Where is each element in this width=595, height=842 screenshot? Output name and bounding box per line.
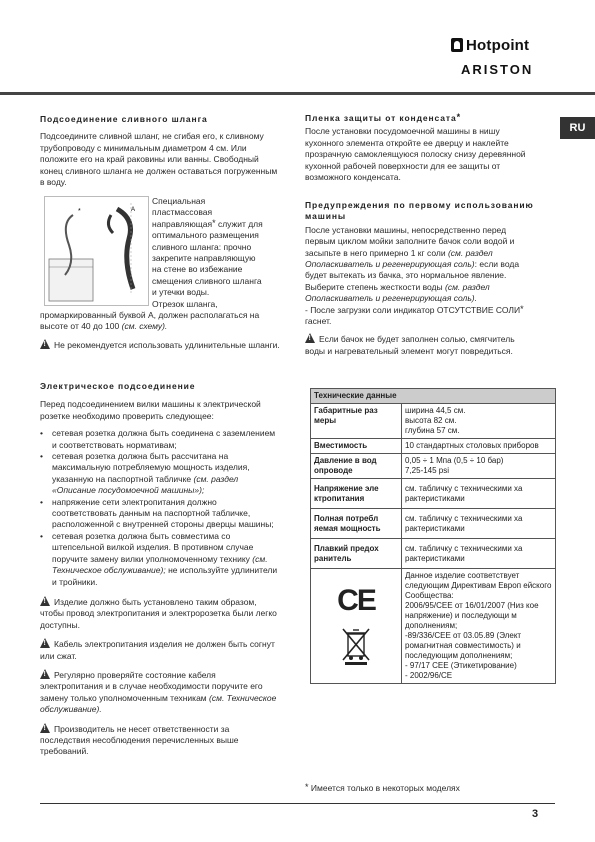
footnote — [305, 783, 545, 794]
warning-icon — [40, 339, 50, 349]
table-row — [311, 454, 556, 479]
footnote-star: * — [520, 303, 524, 314]
guide-line: пластмассовая — [152, 207, 213, 218]
guide-line: на стене во избежание — [152, 264, 243, 275]
spec-label: Вместимость — [311, 439, 402, 454]
salt-indicator-text: - После загрузки соли индикатор ОТСУТСТВИЕ СОЛИ* гаснет. — [305, 303, 524, 327]
guide-line: Специальная — [152, 196, 206, 206]
height-ref: (см. схему). — [121, 321, 168, 332]
electric-checklist — [40, 428, 280, 588]
electric-warning: Изделие должно быть установлено таким образом, чтобы провод электропитания и электророзетка были легко доступны. — [40, 596, 277, 630]
maintenance-ref: (см. Техническое обслуживание). — [40, 692, 277, 715]
footnote-text: Имеется только в некоторых моделях — [310, 783, 460, 793]
drain-height-note — [40, 310, 280, 351]
spec-label: Плавкий предох ранитель — [311, 539, 402, 569]
guide-line: закрепите направляющую — [152, 253, 256, 264]
brand-logo — [451, 37, 529, 54]
film-section — [305, 113, 535, 183]
footnote-star: * — [305, 782, 309, 792]
table-row — [311, 569, 556, 684]
warning-icon — [40, 638, 50, 648]
first-use-text: После установки машины, непосредственно перед первым циклом мойки заполните бачок соли водой и засыпьте в него примерно 1 кг соли (см. раздел Ополаскиватель и регенерирующая соль): если вода будет вытекать из бачка, это нормальное явление. Выберите степень жесткости воды (см. раздел Ополаскиватель и регенерирующая соль). — [305, 224, 520, 304]
guide-line: оптимального размещения — [152, 230, 259, 241]
guide-line: Отрезок шланга, — [152, 298, 218, 309]
drain-section — [40, 114, 280, 188]
first-use-section — [305, 200, 535, 357]
warning-icon — [40, 669, 50, 679]
table-row — [311, 439, 556, 454]
list-item: • сетевая розетка должна быть соединена с заземлением и соответствовать нормативам; — [40, 428, 280, 451]
guide-line: и утечки воды. — [152, 287, 210, 298]
brand-mark-icon — [451, 38, 463, 52]
spec-value: см. табличку с техническими ха рактеристиками — [402, 479, 556, 509]
guide-line: сливного шланга: прочно — [152, 241, 252, 252]
drain-hose-figure — [44, 196, 149, 306]
sub-brand: ARISTON — [461, 62, 534, 77]
spec-value: ширина 44,5 см. высота 82 см. глубина 57 см. — [402, 404, 556, 439]
spec-table — [310, 388, 556, 684]
table-row — [311, 404, 556, 439]
spec-label: Габаритные раз меры — [311, 404, 402, 439]
warning-icon — [40, 596, 50, 606]
ce-mark: CE — [337, 583, 375, 617]
electric-section — [40, 381, 280, 758]
footnote-star: * — [456, 112, 462, 122]
list-item: • сетевая розетка должна быть рассчитана на максимальную потребляемую мощность изделия, указанную на паспортной табличке (см. раздел «Описание посудомоечной машины»); — [40, 451, 280, 497]
spec-value: см. табличку с техническими ха рактеристиками — [402, 539, 556, 569]
table-row — [311, 509, 556, 539]
fig-star-label: * — [78, 208, 81, 215]
guide-line: направляющая* служит для — [152, 217, 263, 229]
drain-hose-diagram — [45, 197, 148, 305]
list-item: • сетевая розетка должна быть совместима со штепсельной вилкой изделия. В противном случае поручите замену вилки уполномоченному технику (см. Техническое обслуживание); не используйте удлинители и тройники. — [40, 531, 280, 588]
salt-warning: Если бачок не будет заполнен солью, смягчитель воды и нагревательный элемент могут повредиться. — [305, 334, 515, 356]
warning-icon — [40, 723, 50, 733]
language-tab: RU — [560, 117, 595, 139]
page-number: 3 — [532, 808, 539, 820]
first-use-title: Предупреждения по первому использованию машины — [305, 200, 534, 222]
spec-heading: Технические данные — [311, 389, 556, 404]
footer-rule — [40, 803, 555, 804]
guide-text — [152, 196, 282, 310]
film-text: После установки посудомоечной машины в нишу кухонного элемента откройте ее дверцу и наклейте прозрачную самоклеящуюся полоску снизу деревянной кухонной рабочей поверхности для ее защиты от возможного конденсата. — [305, 126, 526, 183]
spec-value: см. табличку с техническими ха рактеристиками — [402, 509, 556, 539]
drain-title: Подсоединение сливного шланга — [40, 114, 208, 124]
height-text: промаркированный буквой А, должен располагаться на высоте от 40 до 100 — [40, 310, 260, 332]
brand-name: Hotpoint — [466, 37, 530, 54]
film-title: Пленка защиты от конденсата* — [305, 112, 462, 123]
table-row — [311, 539, 556, 569]
warning-icon — [305, 333, 315, 343]
spec-value: 10 стандартных столовых приборов — [402, 439, 556, 454]
conformity-marks — [311, 569, 402, 684]
electric-warning: Производитель не несет ответственности за последствия несоблюдения перечисленных выше требований. — [40, 723, 239, 757]
header-rule — [0, 92, 595, 95]
crossed-bin-icon — [339, 626, 373, 666]
footnote-star: * — [212, 217, 216, 228]
table-row — [311, 479, 556, 509]
list-item: • напряжение сети электропитания должно соответствовать данным на паспортной табличке, расположенной с внутренней стороны дверцы машины; — [40, 497, 280, 531]
drain-warning: Не рекомендуется использовать удлинительные шланги. — [54, 339, 280, 350]
drain-paragraph: Подсоедините сливной шланг, не сгибая его, к сливному трубопроводу с минимальным диаметром 4 см. Или положите его на край раковины или ванны. Свободный конец сливного шланга не должен оставаться погруженным в воду. — [40, 131, 278, 188]
spec-label: Давление в вод опроводе — [311, 454, 402, 479]
spec-table-wrap — [310, 388, 556, 684]
spec-value: 0,05 ÷ 1 Мпа (0,5 ÷ 10 бар) 7,25-145 psi — [402, 454, 556, 479]
spec-label: Полная потребл яемая мощность — [311, 509, 402, 539]
fig-a-label: A — [131, 207, 136, 213]
electric-intro: Перед подсоединением вилки машины к электрической розетке необходимо проверить следующее: — [40, 399, 261, 421]
spec-label: Напряжение эле ктропитания — [311, 479, 402, 509]
electric-title: Электрическое подсоединение — [40, 381, 196, 391]
guide-line: смещения сливного шланга — [152, 275, 262, 286]
electric-warning: Регулярно проверяйте состояние кабеля электропитания и в случае необходимости поручите его замену только уполномоченным техникам — [40, 669, 263, 703]
electric-warning: Кабель электропитания изделия не должен быть согнут или сжат. — [40, 639, 275, 661]
directives-text: Данное изделие соответствует следующим Директивам Европ ейского Сообщества: 2006/95/CEE от 16/01/2007 (Низ кое напряжение) и последующи м дополнениям; -89/336/CEE от 03.05.89 (Элект ромагнитная совместимость) и последующим дополнениям; - 97/17 CEE (Этикетирование) - 2002/96/CE — [402, 569, 556, 684]
